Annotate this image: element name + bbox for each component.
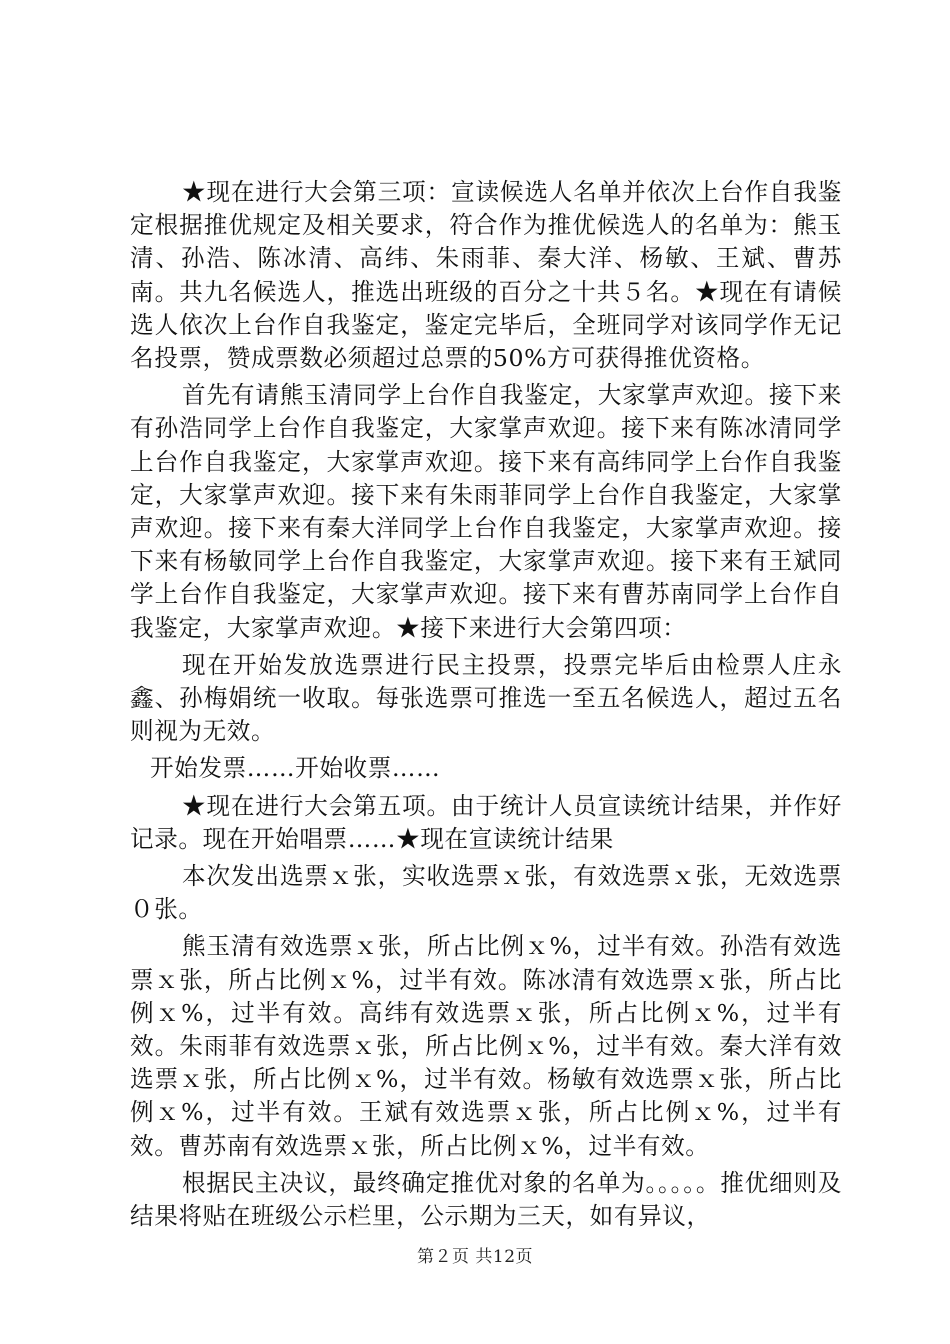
paragraph-candidate-results: 熊玉清有效选票ｘ张，所占比例ｘ%，过半有效。孙浩有效选票ｘ张，所占比例ｘ%，过半有效。陈冰清有效选票ｘ张，所占比例ｘ%，过半有效。高纬有效选票ｘ张，所占比例ｘ%，过半有效。朱雨菲有效选票ｘ张，所占比例ｘ%，过半有效。秦大洋有效选票ｘ张，所占比例ｘ%，过半有效。杨敏有效选票ｘ张，所占比例ｘ%，过半有效。王斌有效选票ｘ张，所占比例ｘ%，过半有效。曹苏南有效选票ｘ张，所占比例ｘ%，过半有效。 bbox=[130, 932, 842, 1160]
page-footer: 第２页 共12页 bbox=[416, 1247, 534, 1267]
paragraph-item-three-candidates: ★现在进行大会第三项：宣读候选人名单并依次上台作自我鉴定根据推优规定及相关要求，符合作为推优候选人的名单为：熊玉清、孙浩、陈冰清、高纬、朱雨菲、秦大洋、杨敏、王斌、曹苏南。共九名候选人，推选出班级的百分之十共５名。★现在有请候选人依次上台作自我鉴定，鉴定完毕后，全班同学对该同学作无记名投票，赞成票数必须超过总票的50%方可获得推优资格。 bbox=[130, 178, 842, 373]
paragraph-final-decision: 根据民主决议，最终确定推优对象的名单为。。。。。推优细则及结果将贴在班级公示栏里，公示期为三天，如有异议， bbox=[130, 1168, 842, 1231]
paragraph-issue-collect-ballots: 开始发票……开始收票…… bbox=[150, 754, 441, 783]
paragraph-item-five-counting: ★现在进行大会第五项。由于统计人员宣读统计结果，并作好记录。现在开始唱票……★现在宣读统计结果 bbox=[130, 791, 842, 853]
paragraph-ballot-distribution: 现在开始发放选票进行民主投票，投票完毕后由检票人庄永鑫、孙梅娟统一收取。每张选票可推选一至五名候选人，超过五名则视为无效。 bbox=[130, 650, 842, 746]
document-body bbox=[130, 176, 842, 1237]
paragraph-self-evaluation-order: 首先有请熊玉清同学上台作自我鉴定，大家掌声欢迎。接下来有孙浩同学上台作自我鉴定，大家掌声欢迎。接下来有陈冰清同学上台作自我鉴定，大家掌声欢迎。接下来有高纬同学上台作自我鉴定，大家掌声欢迎。接下来有朱雨菲同学上台作自我鉴定，大家掌声欢迎。接下来有秦大洋同学上台作自我鉴定，大家掌声欢迎。接下来有杨敏同学上台作自我鉴定，大家掌声欢迎。接下来有王斌同学上台作自我鉴定，大家掌声欢迎。接下来有曹苏南同学上台作自我鉴定，大家掌声欢迎。★接下来进行大会第四项： bbox=[130, 381, 842, 642]
paragraph-ballot-totals: 本次发出选票ｘ张，实收选票ｘ张，有效选票ｘ张，无效选票０张。 bbox=[130, 862, 842, 924]
